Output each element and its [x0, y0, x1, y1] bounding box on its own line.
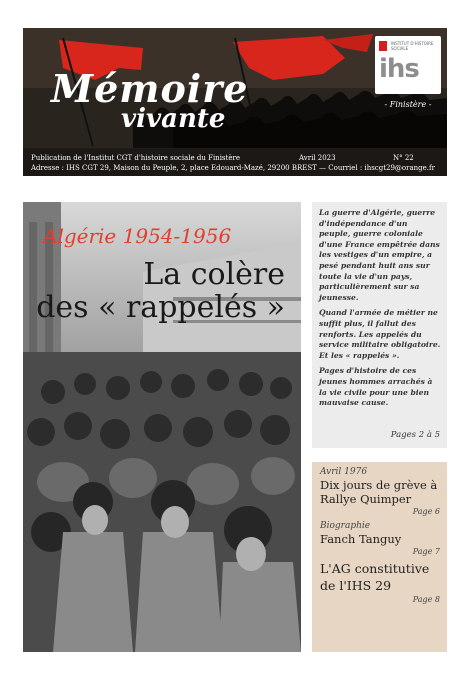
toc-item[interactable]	[320, 520, 440, 557]
contents-panel	[312, 462, 447, 652]
cover-kicker: Algérie 1954-1956	[43, 224, 232, 248]
masthead	[23, 28, 447, 176]
journal-subtitle: vivante	[121, 104, 226, 134]
logo-text: ihs	[379, 54, 419, 84]
intro-panel	[312, 202, 447, 448]
toc-item[interactable]	[320, 560, 440, 605]
intro-paragraph: Pages d'histoire de ces jeunes hommes arrachés à la vie civile pour une bien mauvaise cause.	[319, 366, 433, 408]
toc-item[interactable]	[320, 466, 440, 517]
headline-line-1: La colère	[143, 257, 285, 292]
intro-paragraph: La guerre d'Algérie, guerre d'indépendance d'un peuple, guerre coloniale d'une France empêtrée dans les vestiges d'un empire, a pesé pendant huit ans sur toute la vie d'un pays, particulièrement sur sa jeunesse.	[319, 208, 440, 302]
toc-kicker: Avril 1976	[320, 467, 368, 477]
cover-photo	[23, 202, 301, 652]
journal-title: Mémoire	[51, 66, 249, 111]
toc-title: Fanch Tanguy	[320, 532, 402, 546]
toc-title: L'AG constitutive de l'IHS 29	[320, 561, 430, 593]
address-line: Adresse : IHS CGT 29, Maison du Peuple, 2, place Edouard-Mazé, 29200 BREST — Courriel : ihscgt29@orange.fr	[31, 164, 435, 172]
publisher-line: Publication de l'Institut CGT d'histoire sociale du Finistère	[31, 154, 240, 162]
toc-title: Dix jours de grève à Rallye Quimper	[320, 478, 438, 506]
publication-info	[23, 149, 447, 176]
toc-kicker: Biographie	[320, 521, 371, 531]
region-label: - Finistère -	[384, 100, 432, 109]
toc-page: Page 7	[412, 547, 440, 556]
toc-page: Page 6	[412, 507, 440, 516]
ihs-logo	[375, 36, 441, 94]
toc-page: Page 8	[412, 595, 440, 604]
logo-small-text: INSTITUT D'HISTOIRE SOCIALE	[391, 41, 434, 51]
flag-icon	[379, 41, 387, 51]
issue-number: N° 22	[393, 154, 414, 162]
intro-paragraph: Quand l'armée de métier ne suffit plus, il fallut des renforts. Les appelés du service militaire obligatoire. Et les « rappelés ».	[319, 308, 441, 360]
cover-headline	[36, 258, 285, 324]
intro-page-ref: Pages 2 à 5	[390, 430, 440, 441]
issue-date: Avril 2023	[299, 154, 336, 162]
headline-line-2: des « rappelés »	[36, 290, 285, 325]
